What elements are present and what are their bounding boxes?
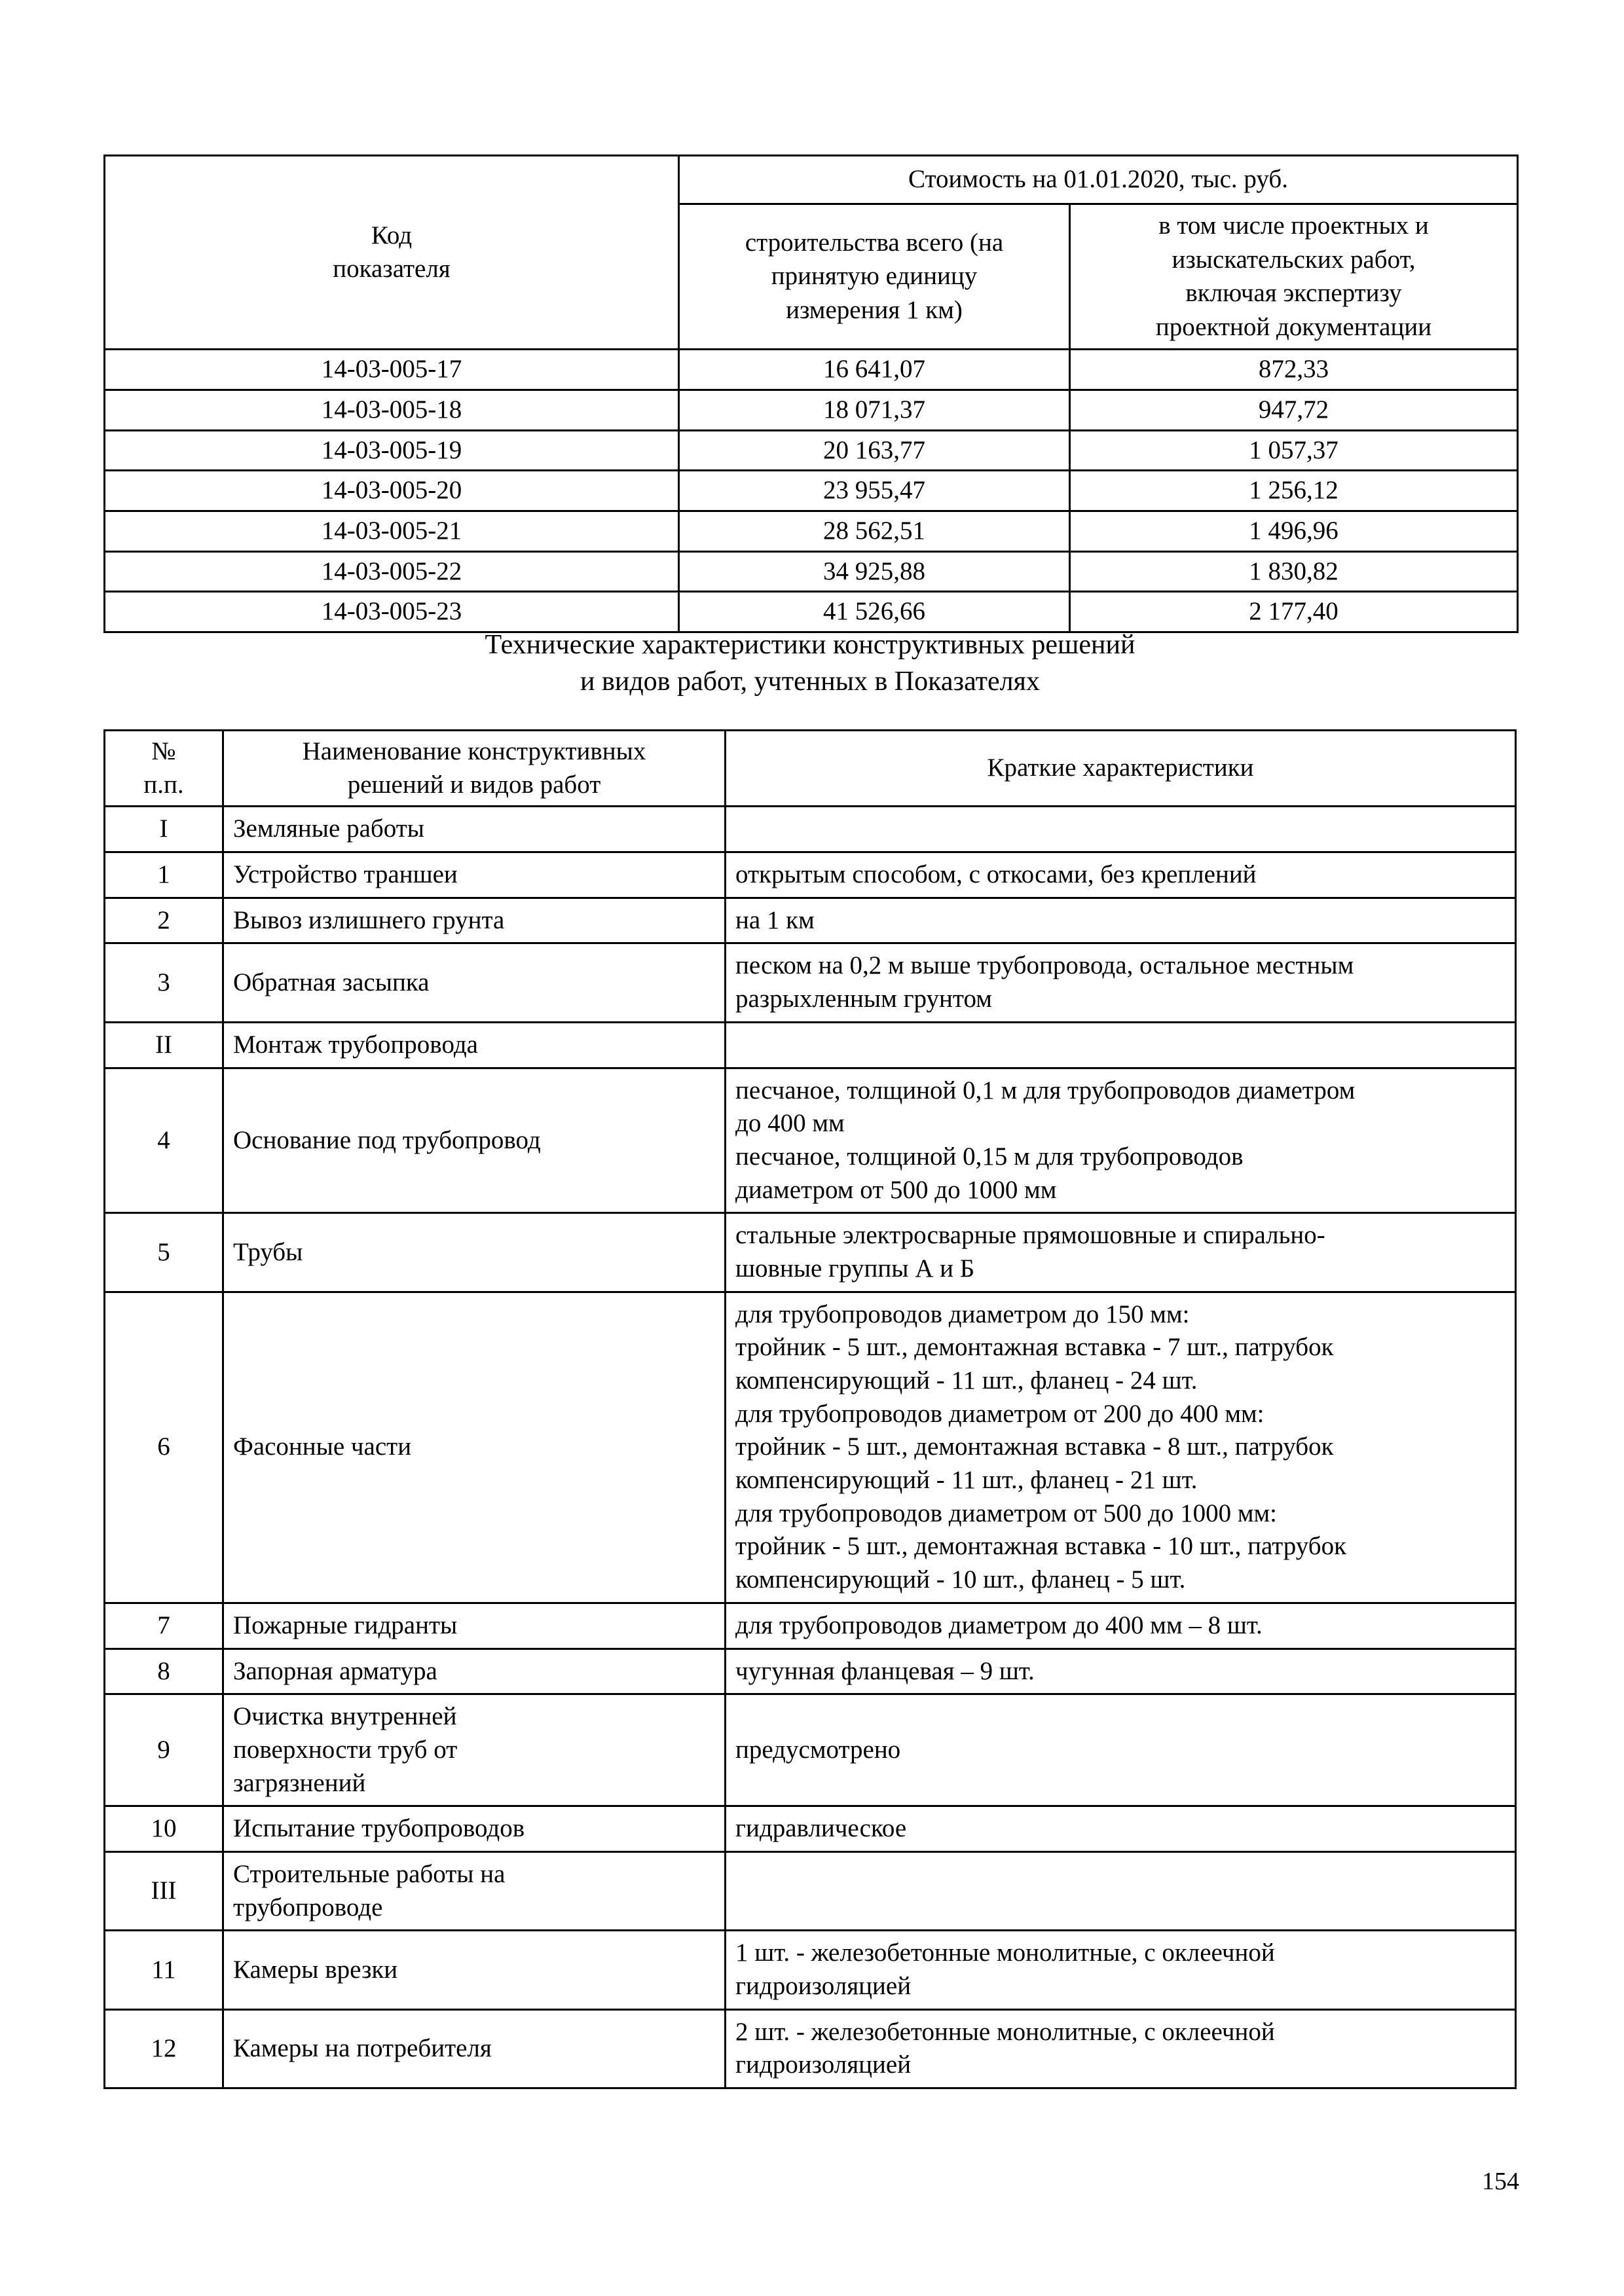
section-heading <box>103 627 1517 701</box>
table-row <box>105 471 1518 511</box>
table-row <box>105 1068 1516 1213</box>
cell-solution-name <box>223 943 726 1022</box>
table-row <box>105 592 1518 632</box>
table-row <box>105 2009 1516 2088</box>
cost-table-header-row-1 <box>105 156 1518 204</box>
header-brief-characteristics: Краткие характеристики <box>726 731 1516 807</box>
cell-brief-characteristics-line: для трубопроводов диаметром до 400 мм – 8 шт. <box>735 1611 1263 1639</box>
table-row <box>105 350 1518 390</box>
table-row <box>105 390 1518 430</box>
cell-brief-characteristics-line: для трубопроводов диаметром от 200 до 400 мм: <box>735 1399 1264 1428</box>
cell-solution-name-line: Пожарные гидранты <box>233 1611 458 1639</box>
tech-table-header <box>105 731 1516 807</box>
header-design-survey-line4: проектной документации <box>1155 313 1432 342</box>
cell-item-number: 2 <box>105 898 223 943</box>
cell-solution-name <box>223 1068 726 1213</box>
table-row <box>105 1851 1516 1930</box>
header-solution-name <box>223 731 726 807</box>
header-design-survey-line2: изыскательских работ, <box>1172 245 1416 274</box>
cell-solution-name <box>223 1806 726 1852</box>
cell-design: 1 256,12 <box>1070 471 1518 511</box>
cell-item-number: 6 <box>105 1292 223 1603</box>
table-row <box>105 852 1516 898</box>
table-row <box>105 1022 1516 1068</box>
cell-solution-name <box>223 1022 726 1068</box>
cell-design: 872,33 <box>1070 350 1518 390</box>
cell-brief-characteristics-line: чугунная фланцевая – 9 шт. <box>735 1656 1035 1685</box>
cell-brief-characteristics <box>726 1603 1516 1649</box>
tech-table-body <box>105 807 1516 2088</box>
cell-brief-characteristics-line: диаметром от 500 до 1000 мм <box>735 1175 1057 1204</box>
cell-item-number: II <box>105 1022 223 1068</box>
cell-brief-characteristics <box>726 1806 1516 1852</box>
table-row <box>105 1806 1516 1852</box>
cell-item-number: 8 <box>105 1649 223 1694</box>
cell-item-number: 4 <box>105 1068 223 1213</box>
cell-design: 1 496,96 <box>1070 511 1518 551</box>
header-construction-total <box>679 204 1070 349</box>
cell-brief-characteristics-line: 2 шт. - железобетонные монолитные, с оклеечной <box>735 2017 1275 2046</box>
tech-table-container <box>103 729 1517 2089</box>
table-row <box>105 943 1516 1022</box>
section-heading-line2: и видов работ, учтенных в Показателях <box>580 666 1040 697</box>
cell-total: 28 562,51 <box>679 511 1070 551</box>
cell-brief-characteristics-line: шовные группы А и Б <box>735 1254 975 1283</box>
cell-design: 1 057,37 <box>1070 430 1518 471</box>
cell-brief-characteristics-line: песчаное, толщиной 0,1 м для трубопроводов диаметром <box>735 1076 1356 1104</box>
cell-brief-characteristics-line: стальные электросварные прямошовные и спирально- <box>735 1221 1325 1250</box>
cost-table-container <box>103 155 1517 633</box>
cell-code: 14-03-005-20 <box>105 471 679 511</box>
cell-solution-name-line: Запорная арматура <box>233 1656 437 1685</box>
header-design-survey-line1: в том числе проектных и <box>1158 211 1429 240</box>
table-row <box>105 511 1518 551</box>
cell-brief-characteristics-line: гидроизоляцией <box>735 1972 912 2000</box>
cell-brief-characteristics <box>726 1022 1516 1068</box>
cell-solution-name-line: трубопроводе <box>233 1893 383 1922</box>
table-row <box>105 898 1516 943</box>
cell-brief-characteristics-line: песчаное, толщиной 0,15 м для трубопроводов <box>735 1142 1244 1171</box>
cell-brief-characteristics-line: компенсирующий - 11 шт., фланец - 21 шт. <box>735 1466 1198 1495</box>
cell-code: 14-03-005-18 <box>105 390 679 430</box>
tech-table-header-row <box>105 731 1516 807</box>
cell-brief-characteristics <box>726 807 1516 852</box>
header-construction-total-line3: измерения 1 км) <box>786 296 963 325</box>
cell-brief-characteristics <box>726 1851 1516 1930</box>
cell-total: 41 526,66 <box>679 592 1070 632</box>
page-number: 154 <box>1482 2168 1519 2195</box>
cost-table-header <box>105 156 1518 350</box>
header-construction-total-line2: принятую единицу <box>771 262 978 291</box>
cell-brief-characteristics-line: 1 шт. - железобетонные монолитные, с оклеечной <box>735 1939 1275 1967</box>
cell-brief-characteristics-line: тройник - 5 шт., демонтажная вставка - 8 шт., патрубок <box>735 1432 1334 1461</box>
cell-brief-characteristics <box>726 1068 1516 1213</box>
cell-brief-characteristics <box>726 898 1516 943</box>
cell-brief-characteristics-line: предусмотрено <box>735 1735 901 1764</box>
table-row <box>105 551 1518 592</box>
header-item-number <box>105 731 223 807</box>
cell-brief-characteristics-line: на 1 км <box>735 905 815 934</box>
cell-brief-characteristics-line: для трубопроводов диаметром до 150 мм: <box>735 1300 1190 1328</box>
cell-code: 14-03-005-23 <box>105 592 679 632</box>
cell-item-number: 3 <box>105 943 223 1022</box>
cell-brief-characteristics <box>726 852 1516 898</box>
header-cost-span: Стоимость на 01.01.2020, тыс. руб. <box>679 156 1518 204</box>
cell-solution-name <box>223 1931 726 2009</box>
cell-total: 16 641,07 <box>679 350 1070 390</box>
cell-solution-name-line: Трубы <box>233 1237 303 1266</box>
cell-solution-name <box>223 1851 726 1930</box>
cost-table-body <box>105 350 1518 632</box>
table-row <box>105 1603 1516 1649</box>
cell-brief-characteristics-line: компенсирующий - 11 шт., фланец - 24 шт. <box>735 1366 1198 1394</box>
cell-solution-name-line: Монтаж трубопровода <box>233 1030 478 1059</box>
cell-design: 1 830,82 <box>1070 551 1518 592</box>
cell-solution-name <box>223 1694 726 1806</box>
tech-characteristics-table <box>103 729 1517 2089</box>
cell-item-number: 1 <box>105 852 223 898</box>
header-solution-name-line2: решений и видов работ <box>347 770 601 799</box>
cell-brief-characteristics <box>726 1213 1516 1292</box>
table-row <box>105 430 1518 471</box>
cell-item-number: 12 <box>105 2009 223 2088</box>
cell-solution-name <box>223 1292 726 1603</box>
cell-solution-name-line: поверхности труб от <box>233 1735 458 1764</box>
header-construction-total-line1: строительства всего (на <box>745 228 1004 257</box>
header-solution-name-line1: Наименование конструктивных <box>302 737 646 765</box>
cell-design: 2 177,40 <box>1070 592 1518 632</box>
cell-solution-name <box>223 1213 726 1292</box>
header-design-survey-line3: включая экспертизу <box>1185 279 1402 308</box>
cell-brief-characteristics-line: тройник - 5 шт., демонтажная вставка - 10 шт., патрубок <box>735 1532 1347 1561</box>
cost-table <box>103 155 1519 633</box>
cell-solution-name-line: Фасонные части <box>233 1432 412 1461</box>
table-row <box>105 1931 1516 2009</box>
cell-brief-characteristics-line: до 400 мм <box>735 1109 845 1138</box>
cell-code: 14-03-005-19 <box>105 430 679 471</box>
cell-item-number: 10 <box>105 1806 223 1852</box>
table-row <box>105 807 1516 852</box>
header-code-line2: показателя <box>333 254 451 283</box>
header-item-number-line2: п.п. <box>143 770 184 799</box>
cell-solution-name <box>223 807 726 852</box>
cell-code: 14-03-005-21 <box>105 511 679 551</box>
cell-brief-characteristics-line: песком на 0,2 м выше трубопровода, остальное местным <box>735 951 1354 980</box>
cell-brief-characteristics <box>726 1649 1516 1694</box>
cell-total: 34 925,88 <box>679 551 1070 592</box>
cell-solution-name <box>223 1603 726 1649</box>
cell-code: 14-03-005-22 <box>105 551 679 592</box>
cell-item-number: 7 <box>105 1603 223 1649</box>
header-code <box>105 156 679 350</box>
cell-brief-characteristics-line: тройник - 5 шт., демонтажная вставка - 7 шт., патрубок <box>735 1333 1334 1362</box>
cell-solution-name-line: Камеры врезки <box>233 1955 398 1984</box>
cell-total: 18 071,37 <box>679 390 1070 430</box>
cell-brief-characteristics <box>726 1694 1516 1806</box>
cell-brief-characteristics <box>726 1931 1516 2009</box>
header-item-number-line1: № <box>151 737 176 765</box>
header-design-survey <box>1070 204 1518 349</box>
header-code-line1: Код <box>371 221 413 249</box>
cell-total: 20 163,77 <box>679 430 1070 471</box>
cell-solution-name <box>223 1649 726 1694</box>
cell-item-number: 11 <box>105 1931 223 2009</box>
cell-solution-name-line: загрязнений <box>233 1768 366 1797</box>
cell-solution-name-line: Вывоз излишнего грунта <box>233 905 505 934</box>
table-row <box>105 1694 1516 1806</box>
cell-brief-characteristics <box>726 2009 1516 2088</box>
cell-item-number: 5 <box>105 1213 223 1292</box>
cell-solution-name-line: Очистка внутренней <box>233 1702 457 1731</box>
cell-item-number: III <box>105 1851 223 1930</box>
cell-solution-name-line: Обратная засыпка <box>233 968 430 996</box>
cell-solution-name-line: Строительные работы на <box>233 1859 506 1888</box>
cell-brief-characteristics-line: гидроизоляцией <box>735 2050 912 2079</box>
cell-solution-name-line: Земляные работы <box>233 814 424 843</box>
cell-solution-name-line: Камеры на потребителя <box>233 2034 492 2063</box>
table-row <box>105 1292 1516 1603</box>
cell-solution-name <box>223 852 726 898</box>
cell-solution-name <box>223 898 726 943</box>
cell-total: 23 955,47 <box>679 471 1070 511</box>
cell-brief-characteristics-line: гидравлическое <box>735 1814 907 1843</box>
table-row <box>105 1649 1516 1694</box>
cell-item-number: I <box>105 807 223 852</box>
cell-brief-characteristics <box>726 1292 1516 1603</box>
cell-brief-characteristics-line: открытым способом, с откосами, без креплений <box>735 860 1257 889</box>
cell-code: 14-03-005-17 <box>105 350 679 390</box>
cell-design: 947,72 <box>1070 390 1518 430</box>
cell-solution-name <box>223 2009 726 2088</box>
cell-brief-characteristics-line: для трубопроводов диаметром от 500 до 1000 мм: <box>735 1499 1278 1527</box>
cell-solution-name-line: Основание под трубопровод <box>233 1125 541 1154</box>
cell-brief-characteristics <box>726 943 1516 1022</box>
cell-solution-name-line: Испытание трубопроводов <box>233 1814 525 1843</box>
table-row <box>105 1213 1516 1292</box>
cell-solution-name-line: Устройство траншеи <box>233 860 458 889</box>
section-heading-line1: Технические характеристики конструктивных решений <box>485 630 1135 660</box>
cell-brief-characteristics-line: разрыхленным грунтом <box>735 985 992 1013</box>
cell-brief-characteristics-line: компенсирующий - 10 шт., фланец - 5 шт. <box>735 1565 1186 1594</box>
cell-item-number: 9 <box>105 1694 223 1806</box>
